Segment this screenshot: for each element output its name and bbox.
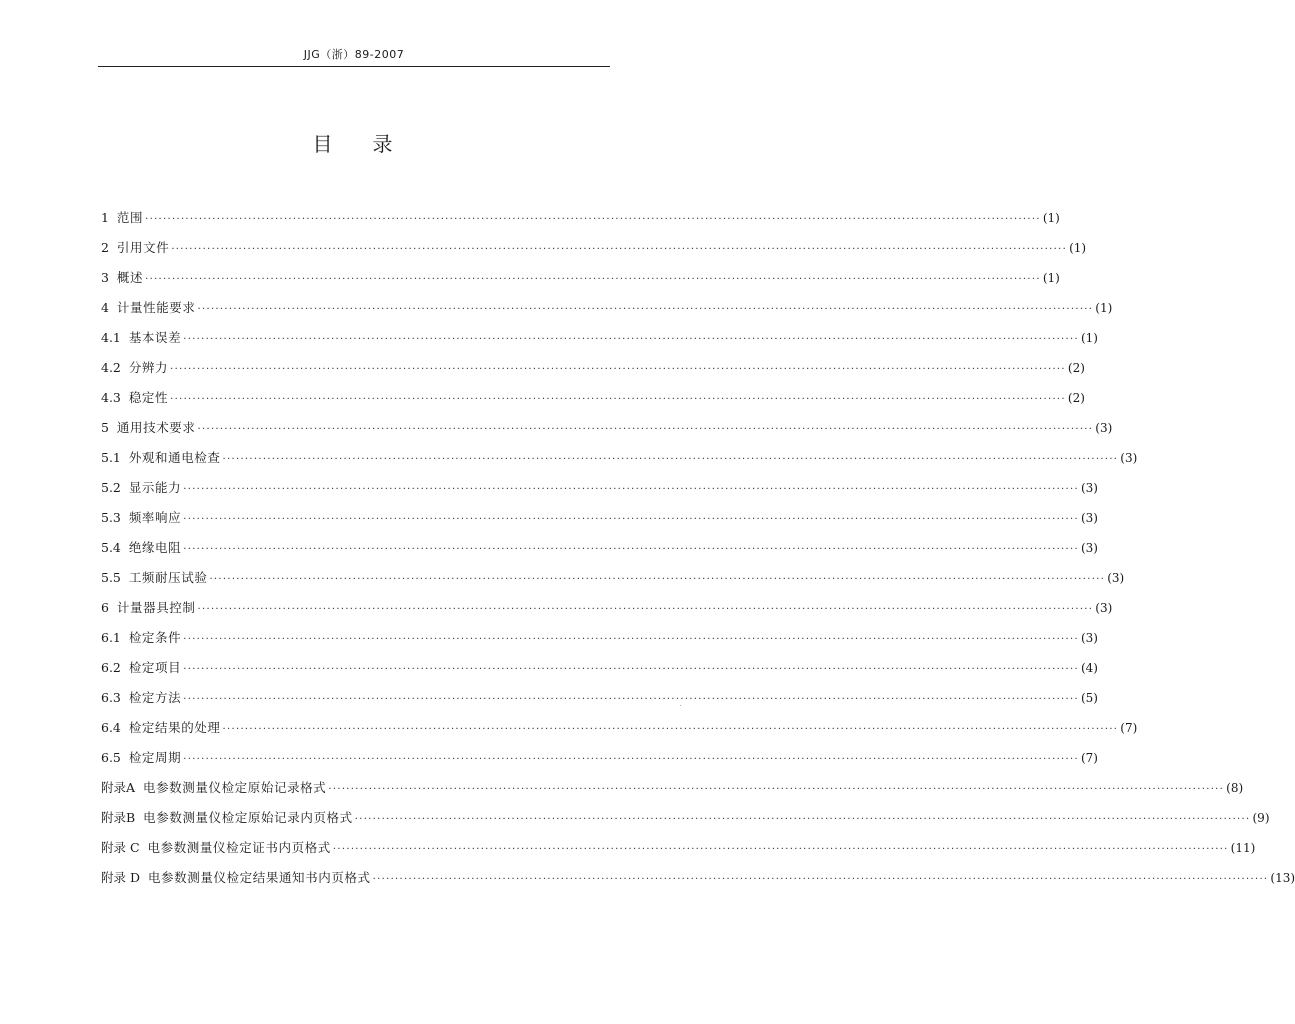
toc-number: 附录 C [101,840,148,855]
toc-number: 5.5 [101,570,129,585]
toc-page: (3) [1080,541,1098,555]
toc-page: (1) [1042,271,1060,285]
toc-entry[interactable] [101,863,1295,893]
toc-page: (3) [1095,601,1113,615]
toc-page: (2) [1067,391,1085,405]
toc-entry[interactable] [101,533,1098,563]
toc-title: 电参数测量仪检定结果通知书内页格式 [147,870,371,885]
toc-title: 范围 [116,210,144,225]
toc-leader: ········································································································································································································ [328,784,1225,795]
running-header: JJG（浙）89-2007 [303,48,405,61]
toc-entry[interactable] [101,263,1060,293]
toc-title: 检定方法 [128,690,182,705]
toc-page: (7) [1080,751,1098,765]
toc-leader: ········································································································································································································ [332,844,1229,855]
toc-number: 6.2 [101,660,129,675]
toc-number: 6 [101,600,117,615]
toc-entry[interactable] [101,593,1113,623]
toc-number: 4.3 [101,390,129,405]
toc-title: 电参数测量仪检定证书内页格式 [147,840,331,855]
toc-entry[interactable] [101,383,1085,413]
toc-page: (1) [1095,301,1113,315]
toc-number: 4.1 [101,330,129,345]
toc-number: 附录 D [101,870,148,885]
toc-title: 检定周期 [128,750,182,765]
toc-leader: ········································································································································································································ [183,484,1079,495]
toc-leader: ········································································································································································································ [222,724,1119,735]
toc-title: 外观和通电检查 [128,450,221,465]
toc-page: (1) [1080,331,1098,345]
toc-title: 显示能力 [128,480,182,495]
toc-page: (3) [1080,481,1098,495]
toc-entry[interactable] [101,323,1098,353]
toc-page: (3) [1080,511,1098,525]
toc-leader: ········································································································································································································ [372,874,1269,885]
toc-leader: ········································································································································································································ [183,664,1079,675]
toc-page: (5) [1080,691,1098,705]
toc-number: 6.4 [101,720,129,735]
toc-entry[interactable] [101,563,1125,593]
toc-number: 附录A [101,780,143,795]
toc-title: 电参数测量仪检定原始记录格式 [142,780,327,795]
toc-leader: ········································································································································································································ [171,244,1068,255]
toc-leader: ········································································································································································································ [145,274,1041,285]
toc-page: (4) [1080,661,1098,675]
toc-leader: ········································································································································································································ [145,214,1041,225]
toc-number: 5.4 [101,540,129,555]
toc-page: (1) [1069,241,1087,255]
toc-leader: ········································································································································································································ [183,334,1079,345]
table-of-contents [101,203,1295,893]
toc-leader: ········································································································································································································ [183,754,1079,765]
toc-title: 电参数测量仪检定原始记录内页格式 [143,810,353,825]
scan-speck [680,705,681,706]
toc-title: 计量性能要求 [116,300,196,315]
toc-entry[interactable] [101,803,1270,833]
toc-page: (1) [1042,211,1060,225]
toc-leader: ········································································································································································································ [209,574,1106,585]
toc-number: 5.3 [101,510,129,525]
toc-page: (11) [1230,841,1256,855]
toc-number: 4.2 [101,360,129,375]
toc-page: (8) [1226,781,1244,795]
toc-title: 基本误差 [128,330,182,345]
toc-title: 分辨力 [128,360,169,375]
toc-title: 计量器具控制 [116,600,196,615]
toc-title: 引用文件 [116,240,170,255]
toc-title: 通用技术要求 [116,420,196,435]
toc-page: (3) [1095,421,1113,435]
toc-leader: ········································································································································································································ [170,394,1066,405]
toc-number: 5 [101,420,117,435]
toc-leader: ········································································································································································································ [183,514,1079,525]
toc-page: (13) [1270,871,1295,885]
toc-leader: ········································································································································································································ [183,634,1079,645]
toc-leader: ········································································································································································································ [354,814,1251,825]
toc-entry[interactable] [101,653,1098,683]
toc-number: 6.5 [101,750,129,765]
toc-number: 2 [101,240,117,255]
toc-number: 6.1 [101,630,129,645]
header-rule [98,66,610,67]
toc-number: 4 [101,300,117,315]
toc-page: (3) [1080,631,1098,645]
toc-entry[interactable] [101,413,1113,443]
page-title: 目录 [312,132,433,156]
toc-page: (3) [1107,571,1125,585]
toc-entry[interactable] [101,293,1113,323]
toc-leader: ········································································································································································································ [183,694,1079,705]
toc-entry[interactable] [101,353,1085,383]
toc-entry[interactable] [101,503,1098,533]
toc-number: 6.3 [101,690,129,705]
toc-title: 工频耐压试验 [128,570,208,585]
toc-leader: ········································································································································································································ [197,424,1094,435]
toc-page: (2) [1067,361,1085,375]
toc-leader: ········································································································································································································ [170,364,1066,375]
toc-entry[interactable] [101,233,1087,263]
toc-title: 概述 [116,270,144,285]
toc-number: 5.1 [101,450,129,465]
toc-entry[interactable] [101,683,1098,713]
toc-leader: ········································································································································································································ [197,304,1094,315]
toc-leader: ········································································································································································································ [197,604,1094,615]
toc-leader: ········································································································································································································ [183,544,1079,555]
toc-title: 稳定性 [128,390,169,405]
toc-entry[interactable] [101,743,1098,773]
toc-entry[interactable] [101,203,1060,233]
toc-title: 频率响应 [128,510,182,525]
toc-leader: ········································································································································································································ [222,454,1119,465]
toc-page: (3) [1120,451,1138,465]
toc-entry[interactable] [101,713,1138,743]
toc-page: (9) [1252,811,1270,825]
toc-title: 检定结果的处理 [128,720,221,735]
toc-number: 附录B [101,810,144,825]
toc-title: 绝缘电阻 [128,540,182,555]
toc-entry[interactable] [101,443,1138,473]
toc-entry[interactable] [101,773,1244,803]
toc-number: 3 [101,270,117,285]
toc-entry[interactable] [101,833,1256,863]
toc-title: 检定条件 [128,630,182,645]
toc-entry[interactable] [101,623,1098,653]
toc-title: 检定项目 [128,660,182,675]
toc-entry[interactable] [101,473,1098,503]
toc-number: 5.2 [101,480,129,495]
toc-number: 1 [101,210,117,225]
toc-page: (7) [1120,721,1138,735]
